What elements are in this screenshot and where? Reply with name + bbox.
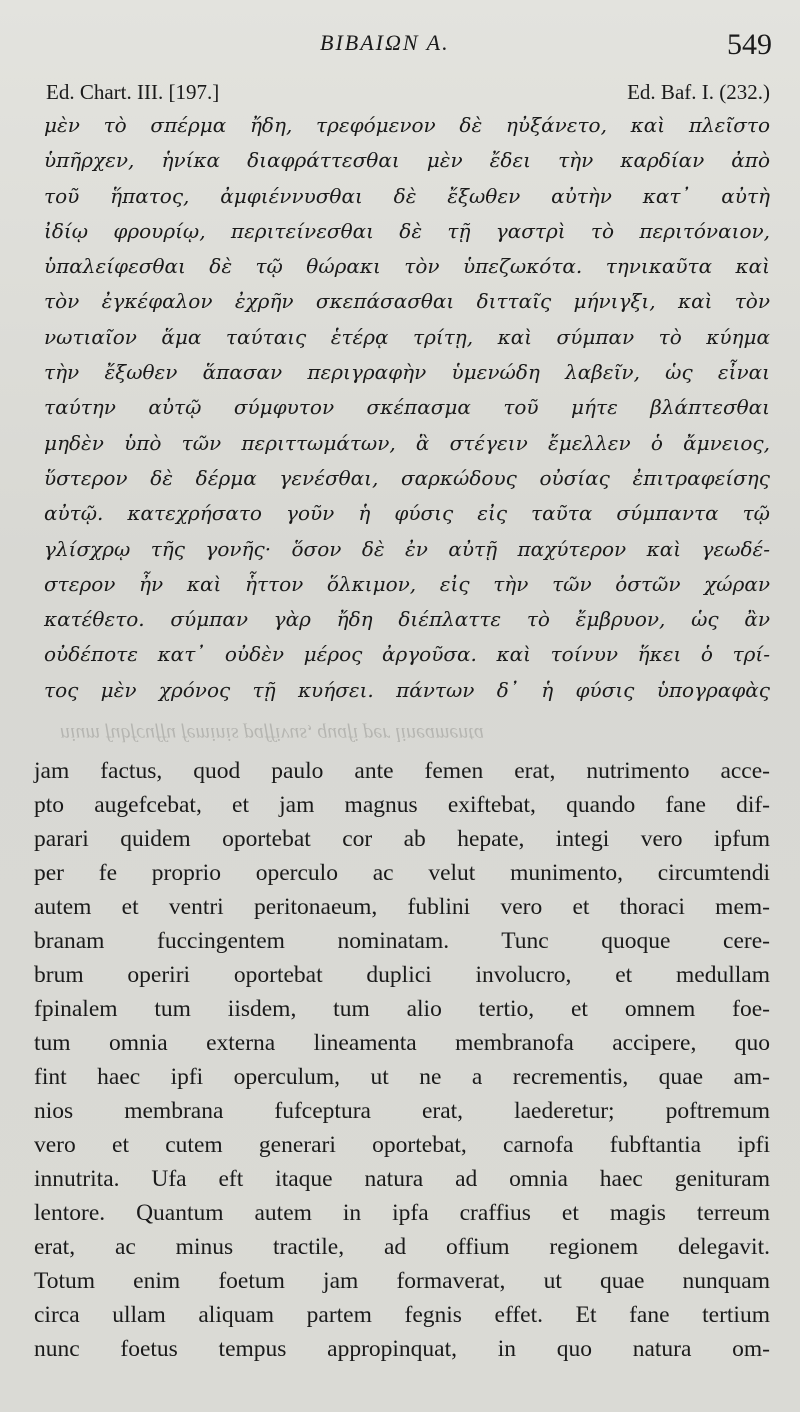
edition-reference-right: Ed. Baf. I. (232.) xyxy=(627,80,770,104)
greek-line: μὲν τὸ σπέρμα ἤδη, τρεφόμενον δὲ ηὐξάνετο, καὶ πλεῖστο xyxy=(44,113,770,137)
greek-line: τὸν ἐγκέφαλον ἐχρῆν σκεπάσασθαι διτταῖς μήνιγξι, καὶ τὸν xyxy=(44,289,770,314)
greek-line: ὕστερον δὲ δέρμα γενέσθαι, σαρκώδους οὐσίας ἐπιτραφείσης xyxy=(44,465,770,490)
greek-line: ἰδίῳ φρουρίῳ, περιτείνεσθαι δὲ τῇ γαστρὶ τὸ περιτόναιον, xyxy=(44,218,770,243)
latin-line: pto augefcebat, et jam magnus exiftebat, quando fane dif- xyxy=(34,792,770,818)
latin-line: jam factus, quod paulo ante femen erat, nutrimento acce- xyxy=(34,758,770,784)
latin-line: autem et ventri peritonaeum, fublini vero et thoraci mem- xyxy=(34,894,770,920)
latin-line: circa ullam aliquam partem fegnis effet. Et fane tertium xyxy=(34,1302,770,1328)
greek-line: στερον ἦν καὶ ἧττον ὅλκιμον, εἰς τὴν τῶν ὀστῶν χώραν xyxy=(44,571,770,596)
latin-line: fint haec ipfi operculum, ut ne a recrementis, quae am- xyxy=(34,1064,770,1090)
latin-line: per fe proprio operculo ac velut munimento, circumtendi xyxy=(34,860,770,886)
latin-line: nunc foetus tempus appropinquat, in quo natura om- xyxy=(34,1336,770,1362)
greek-line: κατέθετο. σύμπαν γὰρ ἤδη διέπλαττε τὸ ἔμβρυον, ὡς ἂν xyxy=(44,607,770,632)
greek-text-block xyxy=(44,108,770,708)
greek-line: ὑπαλείφεσθαι δὲ τῷ θώρακι τὸν ὑπεζωκότα. τηνικαῦτα καὶ xyxy=(44,254,770,279)
edition-reference-left: Ed. Chart. III. [197.] xyxy=(46,80,220,104)
greek-line: νωτιαῖον ἅμα ταύταις ἑτέρᾳ τρίτῃ, καὶ σύμπαν τὸ κύημα xyxy=(44,324,770,349)
latin-line: Totum enim foetum jam formaverat, ut quae nunquam xyxy=(34,1268,770,1294)
page-number: 549 xyxy=(727,28,772,61)
greek-line: μηδὲν ὑπὸ τῶν περιττωμάτων, ἃ στέγειν ἔμελλεν ὁ ἄμνειος, xyxy=(44,430,770,455)
latin-line: innutrita. Ufa eft itaque natura ad omnia haec genituram xyxy=(34,1166,770,1192)
latin-line: nios membrana fufceptura erat, laederetur; poftremum xyxy=(34,1098,770,1124)
latin-line: lentore. Quantum autem in ipfa craffius et magis terreum xyxy=(34,1200,770,1226)
greek-line: τος μὲν χρόνος τῇ κυήσει. πάντων δ᾿ ἡ φύσις ὑπογραφὰς xyxy=(44,677,770,702)
latin-line: vero et cutem generari oportebat, carnofa fubftantia ipfi xyxy=(34,1132,770,1158)
latin-line: branam fuccingentem nominatam. Tunc quoque cere- xyxy=(34,928,770,954)
greek-line: αὐτῷ. κατεχρήσατο γοῦν ἡ φύσις εἰς ταῦτα σύμπαντα τῷ xyxy=(44,501,770,526)
latin-line: tum omnia externa lineamenta membranofa accipere, quo xyxy=(34,1030,770,1056)
latin-line: fpinalem tum iisdem, tum alio tertio, et omnem foe- xyxy=(34,996,770,1022)
greek-line: τὴν ἔξωθεν ἅπασαν περιγραφὴν ὑμενώδη λαβεῖν, ὡς εἶναι xyxy=(44,360,770,385)
bleed-through-text: nium fubfcuffu feminis paffivus, quafi per lineamenta xyxy=(60,723,484,745)
greek-line: οὐδέποτε κατ᾿ οὐδὲν μέρος ἀργοῦσα. καὶ τοίνυν ἥκει ὁ τρί- xyxy=(44,642,770,667)
running-head: BIBAIΩN A. xyxy=(320,30,450,55)
greek-line: γλίσχρῳ τῆς γονῆς· ὅσον δὲ ἐν αὐτῇ παχύτερον καὶ γεωδέ- xyxy=(44,536,770,561)
greek-line: ταύτην αὐτῷ σύμφυτον σκέπασμα τοῦ μήτε βλάπτεσθαι xyxy=(44,395,770,420)
latin-line: erat, ac minus tractile, ad offium regionem delegavit. xyxy=(34,1234,770,1260)
latin-line: brum operiri oportebat duplici involucro, et medullam xyxy=(34,962,770,988)
greek-line: ὑπῆρχεν, ἡνίκα διαφράττεσθαι μὲν ἔδει τὴν καρδίαν ἀπὸ xyxy=(44,148,770,173)
latin-line: parari quidem oportebat cor ab hepate, integi vero ipfum xyxy=(34,826,770,852)
latin-text-block xyxy=(34,754,770,1366)
greek-line: τοῦ ἥπατος, ἀμφιέννυσθαι δὲ ἔξωθεν αὐτὴν κατ᾿ αὐτὴ xyxy=(44,183,770,208)
